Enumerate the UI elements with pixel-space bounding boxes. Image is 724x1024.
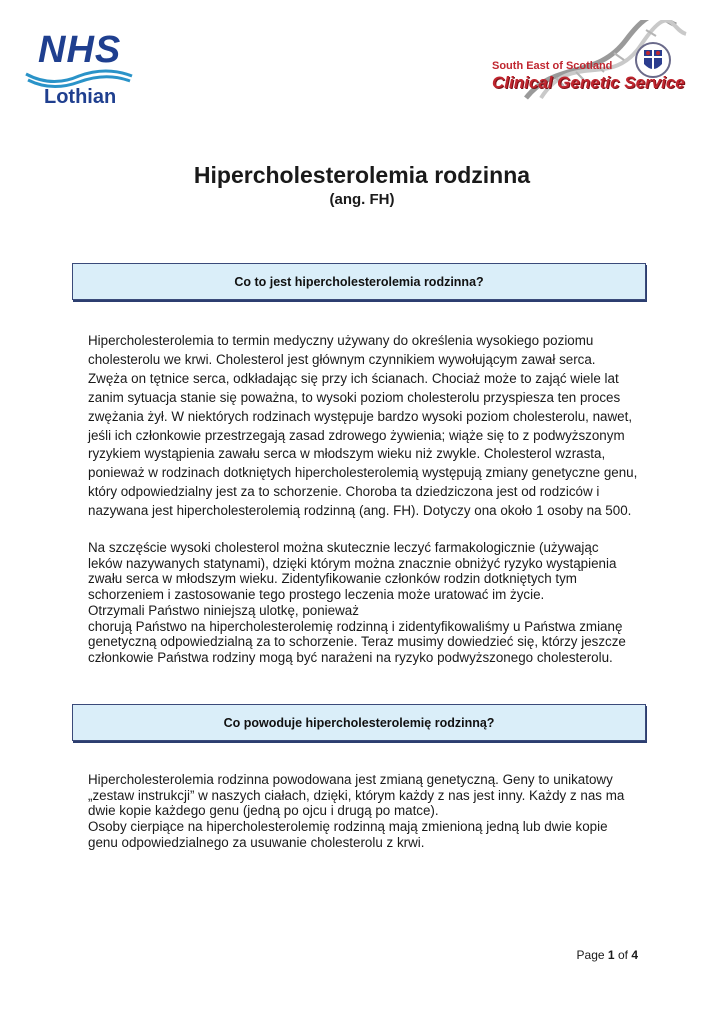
clinical-genetic-service-logo (486, 20, 691, 100)
paragraph-line: Hipercholesterolemia rodzinna powodowana jest zmianą genetyczną. Geny to unikatowy (88, 772, 613, 787)
paragraph-treatment (88, 540, 648, 666)
paragraph-line: ponieważ w rodzinach dotkniętych hipercholesterolemią występują zmiany genetyczne genu, (88, 465, 638, 481)
nhs-lothian-logo (24, 30, 134, 108)
paragraph-line: „zestaw instrukcji” w naszych ciałach, dzięki, którym każdy z nas jest inny. Każdy z nas ma (88, 787, 625, 803)
page-label: Page (576, 948, 605, 962)
document-title: Hipercholesterolemia rodzinna (193, 162, 531, 188)
page-number (577, 948, 638, 962)
paragraph-line: leków nazywanych statynami), dzięki którym można znacznie obniżyć ryzyko wystąpienia (88, 555, 617, 571)
paragraph-line: genu odpowiedzialnego za usuwanie cholesterolu z krwi. (88, 834, 425, 850)
paragraph-line: schorzeniem i zastosowanie tego prostego leczenia może uratować im życie. (88, 587, 545, 603)
paragraph-line: Zwęża on tętnice serca, odkładając się przy ich ścianach. Chociaż może to zająć wiele lat (88, 370, 619, 386)
paragraph-line: Hipercholesterolemia to termin medyczny używany do określenia wysokiego poziomu (88, 333, 594, 348)
section-heading-box (72, 263, 646, 300)
paragraph-line: członkowie Państwa rodziny mogą być narażeni na ryzyko podwyższonego cholesterolu. (88, 649, 613, 665)
paragraph-line: chorują Państwo na hipercholesterolemię rodzinną i zidentyfikowaliśmy u Państwa zmianę (88, 618, 623, 634)
total-pages: 4 (631, 948, 638, 962)
paragraph-line: zwału serca w młodszym wieku. Zidentyfikowanie członków rodzin dotkniętych tym (88, 571, 577, 587)
paragraph-line: który odpowiedzialny jest za to schorzenie. Choroba ta dziedziczona jest od rodziców i (88, 484, 600, 500)
paragraph-line: Otrzymali Państwo niniejszą ulotkę, ponieważ (88, 602, 359, 618)
paragraph-line: Na szczęście wysoki cholesterol można skutecznie leczyć farmakologicznie (używając (88, 540, 599, 555)
logo-region-text: South East of Scotland (492, 60, 613, 72)
paragraph-line: zwężania żył. W niektórych rodzinach występuje bardzo wysoki poziom cholesterolu, nawet, (88, 408, 633, 424)
paragraph-line: ryzykiem wystąpienia zawału serca w młodszym wieku niż zwykle. Cholesterol wzrasta, (88, 446, 606, 462)
section-heading: Co powoduje hipercholesterolemię rodzinną? (223, 715, 495, 730)
paragraph-line: Osoby cierpiące na hipercholesterolemię rodzinną mają zmienioną jedną lub dwie kopie (88, 819, 608, 835)
paragraph-line: zanim sytuacja stanie się poważna, to wysoki poziom cholesterolu przyspiesza ten proces (88, 389, 621, 405)
section-heading-box (72, 704, 646, 741)
nhs-logo-wordmark: NHS (38, 29, 122, 71)
paragraph-definition (88, 332, 648, 521)
current-page: 1 (607, 948, 615, 962)
paragraph-line: jeśli ich członkowie przestrzegają zasad zdrowego żywienia; wiąże się to z podwyższonym (88, 427, 625, 443)
paragraph-line: cholesterolu we krwi. Cholesterol jest głównym czynnikiem wywołującym zawał serca. (88, 351, 596, 367)
nhs-logo-region: Lothian (44, 86, 117, 108)
logo-service-text: Clinical Genetic Service (492, 73, 685, 92)
of-label: of (617, 948, 628, 962)
document-subtitle: (ang. FH) (329, 191, 395, 208)
paragraph-causes (88, 772, 648, 851)
paragraph-line: dwie kopie każdego genu (jedną po ojcu i drugą po matce). (88, 803, 439, 819)
paragraph-line: nazywana jest hipercholesterolemią rodzinną (ang. FH). Dotyczy ona około 1 osoby na 500. (88, 503, 632, 519)
paragraph-line: genetyczną odpowiedzialną za to schorzenie. Teraz musimy dowiedzieć się, którzy jeszcze (88, 634, 626, 650)
section-heading: Co to jest hipercholesterolemia rodzinna? (234, 274, 484, 289)
